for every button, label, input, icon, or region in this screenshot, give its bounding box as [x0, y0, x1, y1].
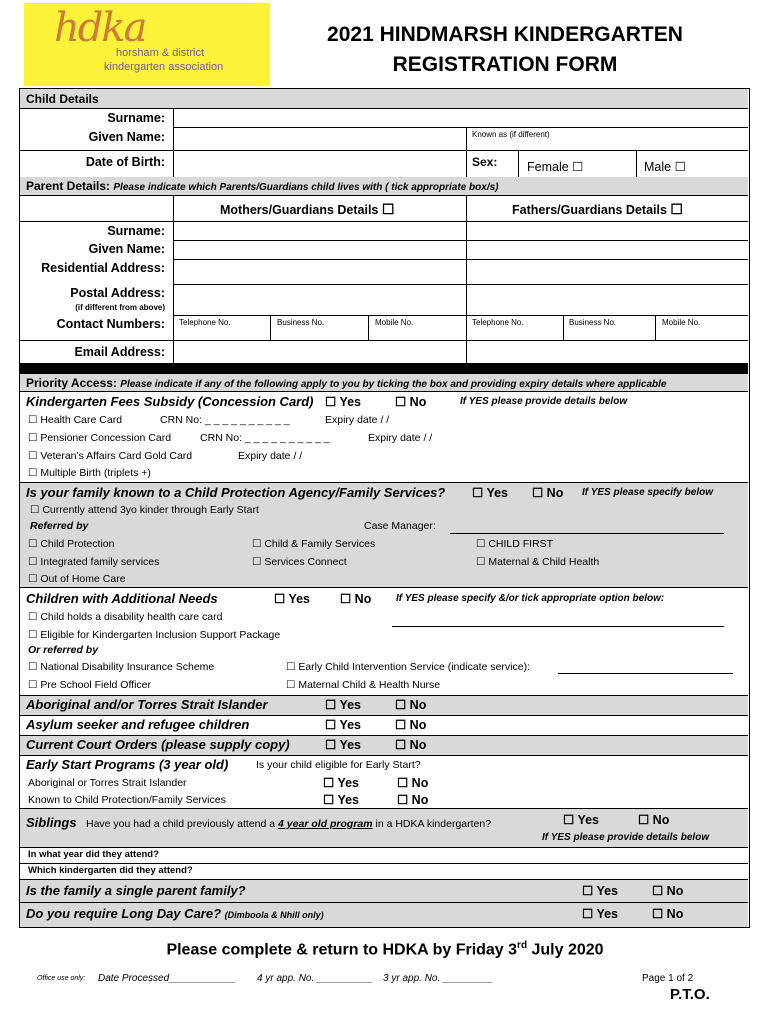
hcc-expiry: Expiry date / / [325, 414, 390, 426]
pcc-checkbox[interactable]: ☐ Pensioner Concession Card [28, 432, 172, 444]
child-details-header: Child Details [20, 89, 748, 109]
pcc-expiry: Expiry date / / [368, 432, 433, 444]
child-given-label: Given Name: [88, 130, 165, 144]
cp-opt-integrated[interactable]: ☐ Integrated family services [28, 556, 160, 568]
esp-row2-yes[interactable]: ☐ Yes [323, 793, 360, 807]
parent-given-label: Given Name: [88, 242, 165, 256]
ldc-yes[interactable]: ☐ Yes [582, 907, 619, 921]
pcc-crn: CRN No: _ _ _ _ _ _ _ _ _ _ [200, 432, 330, 444]
three-yr-app: 3 yr app. No. _________ [383, 973, 494, 984]
f-tel-label: Telephone No. [472, 318, 524, 327]
single-no[interactable]: ☐ No [652, 884, 684, 898]
hcc-checkbox[interactable]: ☐ Health Care Card [28, 414, 123, 426]
cp-note: If YES please specify below [582, 487, 713, 498]
ecis-line[interactable] [558, 673, 733, 674]
cp-opt-child-family[interactable]: ☐ Child & Family Services [252, 538, 376, 550]
needs-yes[interactable]: ☐ Yes [274, 592, 311, 606]
page-number: Page 1 of 2 [642, 973, 694, 984]
cp-title: Is your family known to a Child Protection Agency/Family Services? [26, 485, 446, 500]
ndis-checkbox[interactable]: ☐ National Disability Insurance Scheme [28, 661, 215, 673]
needs-or-referred: Or referred by [28, 644, 99, 656]
fees-note: If YES please provide details below [460, 396, 628, 407]
ecis-checkbox[interactable]: ☐ Early Child Intervention Service (indicate service): [286, 661, 531, 673]
fathers-header: Fathers/Guardians Details ☐ [512, 201, 683, 217]
child-given-field[interactable] [173, 129, 466, 149]
cp-opt-maternal[interactable]: ☐ Maternal & Child Health [476, 556, 600, 568]
dob-field[interactable] [173, 152, 466, 176]
cp-opt-services-connect[interactable]: ☐ Services Connect [252, 556, 347, 568]
cp-referred: Referred by [30, 520, 89, 532]
esp-row1-yes[interactable]: ☐ Yes [323, 776, 360, 790]
cp-opt-out-of-home[interactable]: ☐ Out of Home Care [28, 573, 126, 585]
sex-label: Sex: [472, 155, 498, 169]
ldc-no[interactable]: ☐ No [652, 907, 684, 921]
esp-row1-label: Aboriginal or Torres Strait Islander [28, 777, 187, 789]
court-no[interactable]: ☐ No [395, 738, 427, 752]
logo-line1: horsham & district [116, 47, 205, 59]
esp-row2-label: Known to Child Protection/Family Services [28, 794, 226, 806]
single-yes[interactable]: ☐ Yes [582, 884, 619, 898]
cp-yes[interactable]: ☐ Yes [472, 486, 509, 500]
sib-note: If YES please provide details below [542, 832, 710, 843]
atsi-yes[interactable]: ☐ Yes [325, 698, 362, 712]
vac-expiry: Expiry date / / [238, 450, 303, 462]
postal-note: (if different from above) [75, 303, 165, 312]
sib-no[interactable]: ☐ No [638, 813, 670, 827]
hcc-crn: CRN No: _ _ _ _ _ _ _ _ _ _ [160, 414, 290, 426]
ldc-title: Do you require Long Day Care? (Dimboola & Nhill only) [26, 906, 324, 921]
contact-label: Contact Numbers: [56, 317, 165, 331]
sib-which-label: Which kindergarten did they attend? [28, 865, 193, 876]
asylum-no[interactable]: ☐ No [395, 718, 427, 732]
vac-checkbox[interactable]: ☐ Veteran's Affairs Card Gold Card [28, 450, 193, 462]
dob-label: Date of Birth: [85, 155, 165, 169]
sex-male-checkbox[interactable]: Male ☐ [644, 160, 686, 174]
esp-question: Is your child eligible for Early Start? [256, 759, 421, 771]
esp-row2-no[interactable]: ☐ No [397, 793, 429, 807]
asylum-yes[interactable]: ☐ Yes [325, 718, 362, 732]
needs-note: If YES please specify &/or tick appropriate option below: [396, 593, 665, 604]
pto: P.T.O. [670, 986, 710, 1003]
psfo-checkbox[interactable]: ☐ Pre School Field Officer [28, 679, 152, 691]
email-label: Email Address: [74, 345, 165, 359]
kis-checkbox[interactable]: ☐ Eligible for Kindergarten Inclusion Support Package [28, 629, 281, 641]
office-use-label: Office use only: [37, 975, 86, 982]
form-title: 2021 HINDMARSH KINDERGARTEN REGISTRATION FORM [327, 23, 683, 76]
priority-header: Priority Access: Please indicate if any of the following apply to you by ticking the box and providing expiry details where applicable [20, 374, 748, 392]
logo-line2: kindergarten association [104, 61, 224, 73]
cp-opt-child-protection[interactable]: ☐ Child Protection [28, 538, 115, 550]
esp-row1-no[interactable]: ☐ No [397, 776, 429, 790]
multiple-birth-checkbox[interactable]: ☐ Multiple Birth (triplets +) [28, 467, 151, 479]
sib-title: Siblings [26, 815, 77, 830]
early-start-checkbox[interactable]: ☐ Currently attend 3yo kinder through Early Start [30, 504, 259, 516]
child-surname-field[interactable] [173, 111, 748, 127]
postal-label: Postal Address: [70, 286, 165, 300]
case-manager-label: Case Manager: [364, 520, 436, 532]
f-bus-label: Business No. [569, 318, 617, 327]
court-yes[interactable]: ☐ Yes [325, 738, 362, 752]
asylum-title: Asylum seeker and refugee children [26, 717, 250, 732]
m-mob-label: Mobile No. [375, 318, 414, 327]
four-yr-app: 4 yr app. No. __________ [257, 973, 373, 984]
mothers-header: Mothers/Guardians Details ☐ [220, 201, 395, 217]
m-tel-label: Telephone No. [179, 318, 231, 327]
parent-details-header: Parent Details: Please indicate which Parents/Guardians child lives with ( tick appropriate box/s) [20, 177, 748, 196]
cp-opt-child-first[interactable]: ☐ CHILD FIRST [476, 538, 554, 550]
needs-title: Children with Additional Needs [26, 591, 218, 606]
sib-yes[interactable]: ☐ Yes [563, 813, 600, 827]
return-instruction: Please complete & return to HDKA by Friday 3rd July 2020 [166, 940, 604, 959]
sib-year-label: In what year did they attend? [28, 849, 159, 860]
logo-mark: hdka [54, 5, 146, 51]
atsi-no[interactable]: ☐ No [395, 698, 427, 712]
known-as-label: Known as (if different) [472, 130, 550, 139]
mothers-checkbox[interactable]: ☐ [381, 201, 395, 217]
divider-bar [20, 363, 748, 374]
mother-email-field[interactable] [173, 341, 466, 363]
esp-title: Early Start Programs (3 year old) [26, 757, 229, 772]
disability-card-checkbox[interactable]: ☐ Child holds a disability health care card [28, 611, 223, 623]
fees-yes[interactable]: ☐ Yes [325, 395, 362, 409]
needs-specify-line[interactable] [392, 626, 724, 627]
date-processed: Date Processed____________ [98, 973, 236, 984]
case-manager-line[interactable] [450, 533, 724, 534]
m-bus-label: Business No. [277, 318, 325, 327]
registration-form [19, 88, 750, 928]
child-surname-label: Surname: [107, 111, 165, 125]
father-email-field[interactable] [466, 341, 748, 363]
fathers-checkbox[interactable]: ☐ [670, 201, 683, 217]
court-title: Current Court Orders (please supply copy) [26, 737, 290, 752]
f-mob-label: Mobile No. [662, 318, 701, 327]
atsi-title: Aboriginal and/or Torres Strait Islander [26, 697, 268, 712]
parent-surname-label: Surname: [107, 224, 165, 238]
sex-female-checkbox[interactable]: Female ☐ [527, 160, 584, 174]
residential-label: Residential Address: [41, 261, 165, 275]
sib-question: Have you had a child previously attend a 4 year old program in a HDKA kindergarten? [86, 818, 492, 830]
cp-no[interactable]: ☐ No [532, 486, 564, 500]
needs-no[interactable]: ☐ No [340, 592, 372, 606]
mchn-checkbox[interactable]: ☐ Maternal Child & Health Nurse [286, 679, 441, 691]
hdka-logo [24, 3, 270, 86]
single-title: Is the family a single parent family? [26, 883, 246, 898]
fees-no[interactable]: ☐ No [395, 395, 427, 409]
fees-title: Kindergarten Fees Subsidy (Concession Card) [26, 394, 314, 409]
